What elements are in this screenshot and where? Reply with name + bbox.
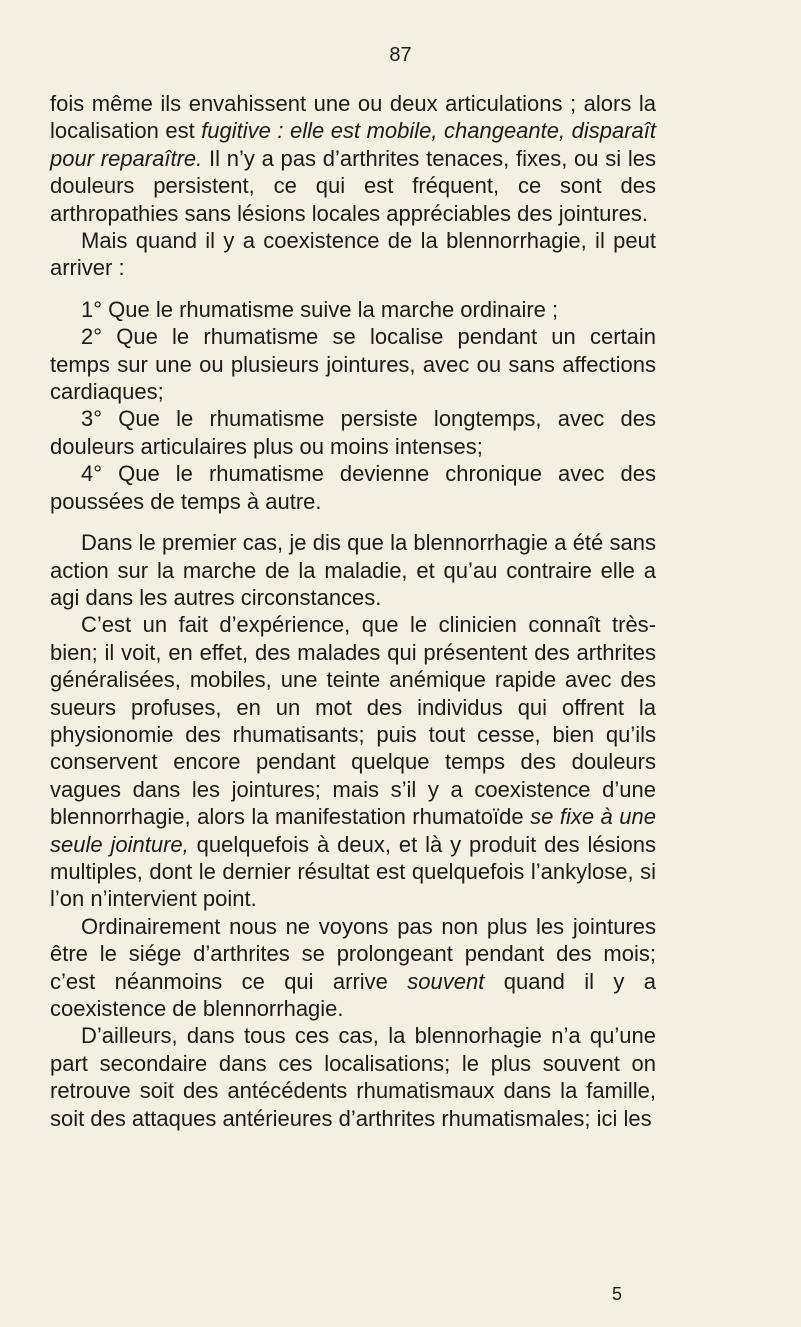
body-text — [50, 90, 656, 1132]
paragraph-3: Dans le premier cas, je dis que la blennorrhagie a été sans action sur la marche de la maladie, et qu’au contraire elle a agi dans les autres circonstances. — [50, 530, 656, 610]
paragraph-4: C’est un fait d’expérience, que le clinicien connaît très-bien; il voit, en effet, des malades qui présentent des arthrites généralisées, mobiles, une teinte anémique rapide avec des sueurs profuses, en un mot des individus qui offrent la physionomie des rhumatisants; puis tout cesse, bien qu’ils conservent encore pendant quelque temps des douleurs vagues dans les jointures; mais s’il y a coexistence d’une blennorrhagie, alors la manifestation rhumatoïde se fixe à une seule jointure, quelquefois à deux, et là y produit des lésions multiples, dont le dernier résultat est quelquefois l’ankylose, si l’on n’intervient point. — [50, 612, 656, 912]
paragraph-6: D’ailleurs, dans tous ces cas, la blennorhagie n’a qu’une part secondaire dans ces localisations; le plus souvent on retrouve soit des antécédents rhumatismaux dans la famille, soit des attaques antérieures d’arthrites rhumatismales; ici les — [50, 1023, 656, 1131]
list-item-3: 3° Que le rhumatisme persiste longtemps, avec des douleurs articulaires plus ou moins intenses; — [50, 406, 656, 459]
paragraph-1: fois même ils envahissent une ou deux articulations ; alors la localisation est fugitive : elle est mobile, changeante, disparaît pour reparaître. Il n’y a pas d’arthrites tenaces, fixes, ou si les douleurs persistent, ce qui est fréquent, ce sont des arthropathies sans lésions locales appréciables des jointures. — [50, 91, 656, 226]
page-number: 87 — [389, 44, 412, 66]
signature-mark: 5 — [612, 1284, 623, 1304]
list-item-2: 2° Que le rhumatisme se localise pendant un certain temps sur une ou plusieurs jointures, avec ou sans affections cardiaques; — [50, 324, 656, 405]
paragraph-5: Ordinairement nous ne voyons pas non plus les jointures être le siége d’arthrites se prolongeant pendant des mois; c’est néanmoins ce qui arrive souvent quand il y a coexistence de blennorrhagie. — [50, 913, 657, 1021]
paragraph-2: Mais quand il y a coexistence de la blennorrhagie, il peut arriver : — [50, 228, 656, 281]
list-item-4: 4° Que le rhumatisme devienne chronique avec des poussées de temps à autre. — [50, 461, 656, 514]
list-item-1: 1° Que le rhumatisme suive la marche ordinaire ; — [81, 296, 559, 322]
